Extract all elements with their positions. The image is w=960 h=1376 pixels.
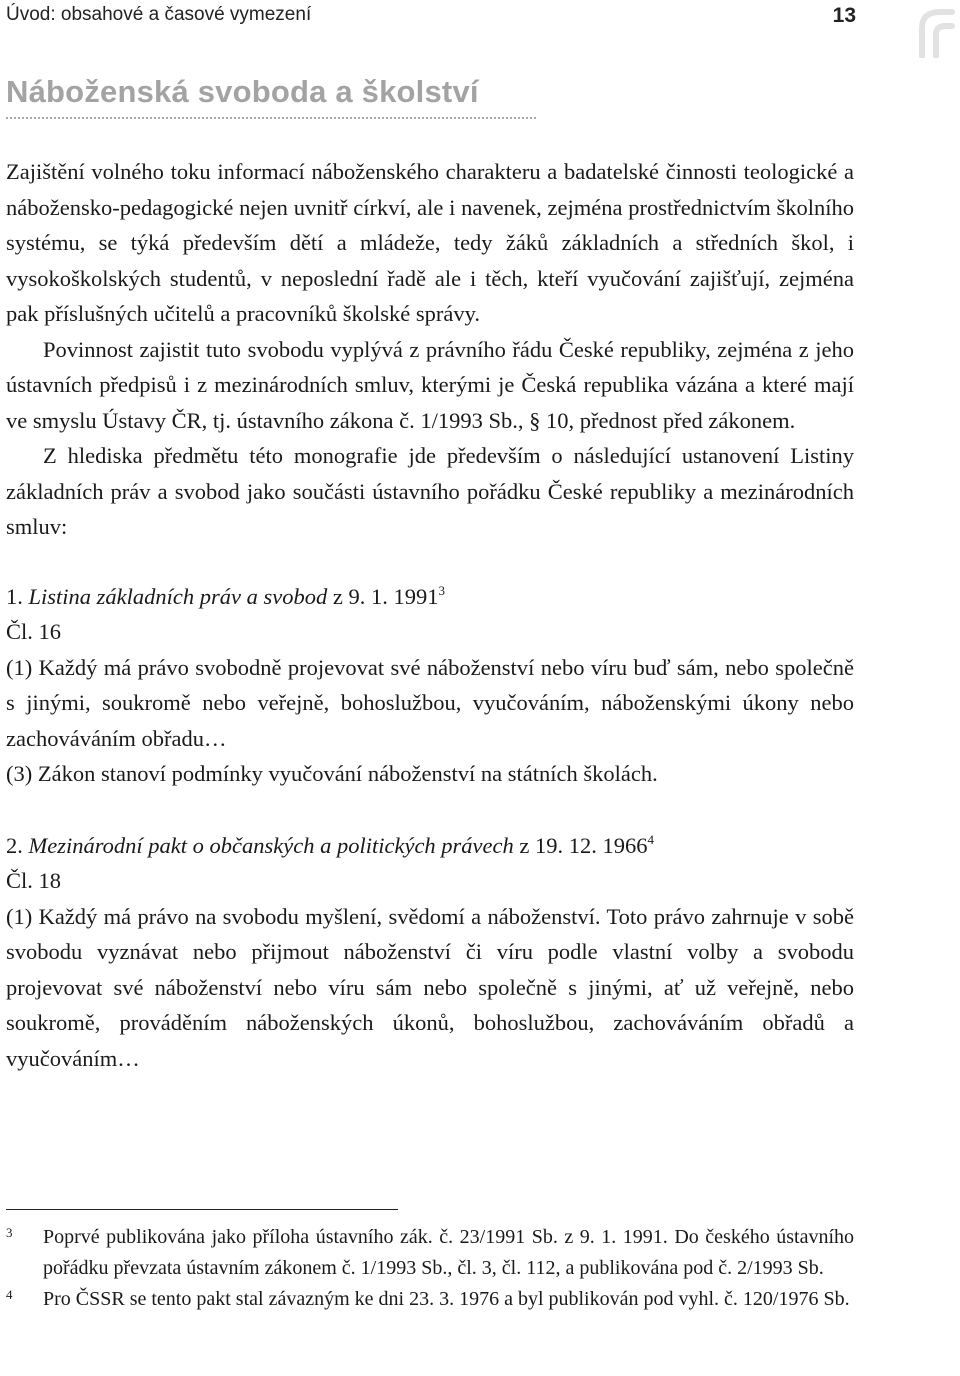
footnote-reference: 3 bbox=[438, 582, 445, 598]
provision: (1) Každý má právo svobodně projevovat své náboženství nebo víru buď sám, nebo společně s jinými, soukromě nebo veřejně, bohoslužbou, vyučováním, náboženskými úkony nebo zachováváním obřadu… bbox=[6, 654, 854, 751]
document-date: z 19. 12. 1966 bbox=[519, 832, 648, 858]
paragraph: Zajištění volného toku informací náboženského charakteru a badatelské činnosti teologické a nábožensko-pedagogické nejen uvnitř církví, ale i navenek, zejména prostřednictvím školního systému, se týká především dětí a mládeže, tedy žáků základních a středních škol, i vysokoškolských studentů, v neposlední řadě ale i těch, kteří vyučování zajišťují, zejména pak příslušných učitelů a pracovníků školské správy. bbox=[6, 159, 854, 326]
document-title: Mezinárodní pakt o občanských a politických právech bbox=[28, 832, 514, 858]
document-date: z 9. 1. 1991 bbox=[332, 583, 439, 609]
provision: (3) Zákon stanoví podmínky vyučování náboženství na státních školách. bbox=[6, 761, 658, 786]
paragraph: Povinnost zajistit tuto svobodu vyplývá z právního řádu České republiky, zejména z jeho ústavních předpisů i z mezinárodních smluv, kterými je Česká republika vázána a které mají ve smyslu Ústavy ČR, tj. ústavního zákona č. 1/1993 Sb., § 10, přednost před zákonem. bbox=[6, 336, 854, 433]
document-title: Listina základních práv a svobod bbox=[28, 583, 328, 609]
paragraph: Z hlediska předmětu této monografie jde především o následující ustanovení Listiny základních práv a svobod jako součásti ústavního pořádku České republiky a mezinárodních smluv: bbox=[6, 443, 854, 539]
footnote bbox=[6, 1222, 854, 1284]
spacer bbox=[6, 545, 854, 579]
footnote-text: Pro ČSSR se tento pakt stal závazným ke dni 23. 3. 1976 a byl publikován pod vyhl. č. 120/1976 Sb. bbox=[43, 1288, 850, 1310]
title-dotted-rule bbox=[6, 117, 536, 119]
footnote bbox=[6, 1284, 854, 1315]
footnote-mark: 3 bbox=[6, 1225, 13, 1240]
running-header bbox=[6, 4, 856, 30]
footnote-mark: 4 bbox=[6, 1287, 13, 1302]
article-label: Čl. 18 bbox=[6, 868, 62, 893]
footnotes bbox=[6, 1222, 854, 1315]
footnote-separator bbox=[6, 1209, 398, 1210]
main-text bbox=[6, 154, 854, 1076]
running-title: Úvod: obsahové a časové vymezení bbox=[6, 4, 312, 25]
article-label: Čl. 16 bbox=[6, 619, 62, 644]
document-number: 2. bbox=[6, 832, 23, 858]
section-title: Náboženská svoboda a školství bbox=[6, 74, 479, 109]
document-heading bbox=[6, 579, 854, 615]
footnote-text: Poprvé publikována jako příloha ústavního zák. č. 23/1991 Sb. z 9. 1. 1991. Do českého ústavního pořádku převzata ústavním zákonem č. 1/1993 Sb., čl. 3, čl. 112, a publikována pod č. 2/1993 Sb. bbox=[43, 1226, 854, 1279]
spacer bbox=[6, 792, 854, 828]
document-number: 1. bbox=[6, 583, 23, 609]
page-number: 13 bbox=[832, 4, 856, 27]
provision: (1) Každý má právo na svobodu myšlení, svědomí a náboženství. Toto právo zahrnuje v sobě svobodu vyznávat nebo přijmout náboženství či víru podle vlastní volby a svobodu projevovat své náboženství nebo víru sám nebo společně s jinými, ať už veřejně, nebo soukromě, prováděním náboženských úkonů, bohoslužbou, zachováváním obřadů a vyučováním… bbox=[6, 903, 854, 1071]
document-heading bbox=[6, 828, 854, 864]
footnote-reference: 4 bbox=[647, 831, 655, 847]
publisher-corner-mark-icon bbox=[918, 6, 956, 58]
